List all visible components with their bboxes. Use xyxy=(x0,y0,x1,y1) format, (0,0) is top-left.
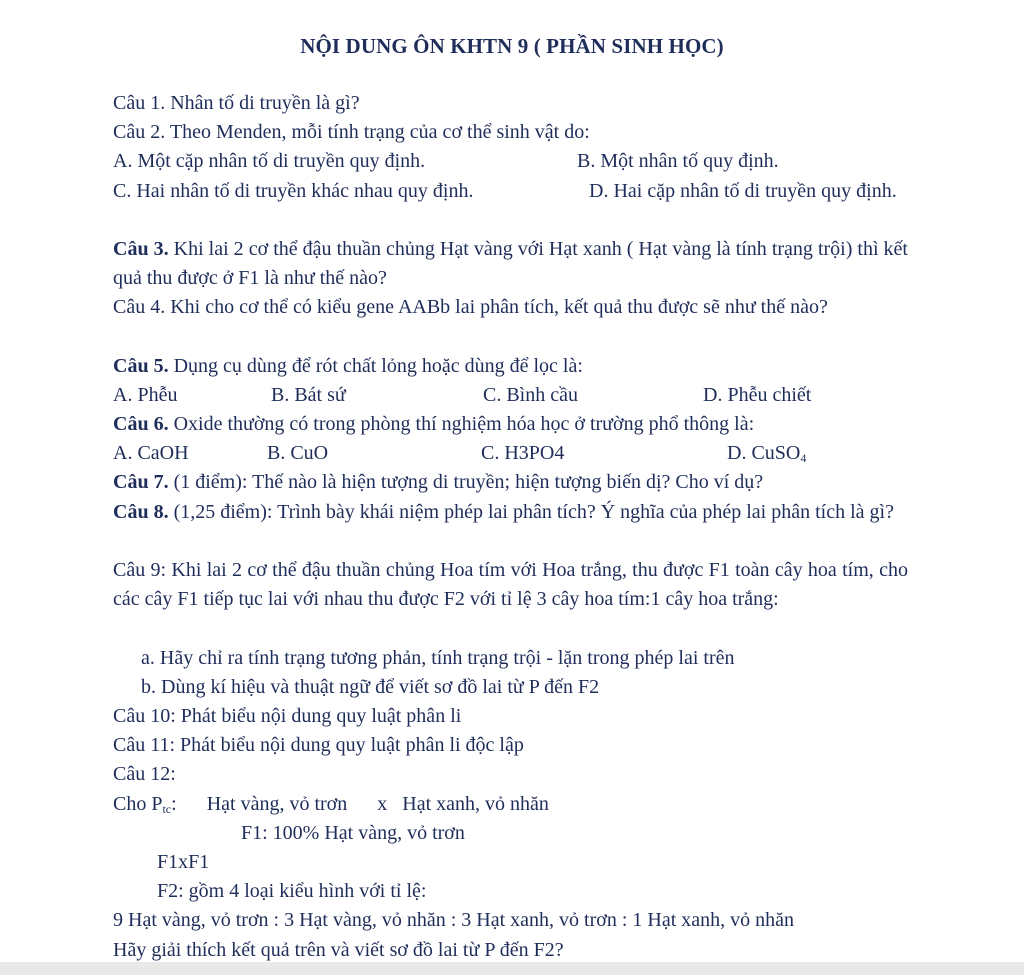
question-8-label: Câu 8. xyxy=(113,500,169,523)
page-title: NỘI DUNG ÔN KHTN 9 ( PHẦN SINH HỌC) xyxy=(300,34,724,58)
question-6-label: Câu 6. xyxy=(113,413,169,436)
question-12-label: Câu 12: xyxy=(113,763,176,786)
question-12-f1xf1: F1xF1 xyxy=(157,850,210,873)
question-7 xyxy=(113,468,908,497)
question-12-f2: F2: gồm 4 loại kiểu hình với tỉ lệ: xyxy=(157,880,427,903)
question-9-part-b: b. Dùng kí hiệu và thuật ngữ để viết sơ đồ lai từ P đến F2 xyxy=(141,675,600,698)
parents-cross: : Hạt vàng, vỏ trơn x Hạt xanh, vỏ nhăn xyxy=(171,792,549,815)
question-8 xyxy=(113,498,908,556)
question-12-f1: F1: 100% Hạt vàng, vỏ trơn xyxy=(241,821,465,844)
question-6-text: Oxide thường có trong phòng thí nghiệm hóa học ở trường phổ thông là: xyxy=(168,413,755,436)
parents-label: Cho P xyxy=(113,792,163,815)
option-d xyxy=(727,439,806,468)
question-2-options-row-2 xyxy=(113,177,908,235)
question-12-task: Hãy giải thích kết quả trên và viết sơ đồ lai từ P đến F2? xyxy=(113,938,564,961)
option-b: B. CuO xyxy=(267,442,329,465)
question-5-label: Câu 5. xyxy=(113,354,169,377)
option-a: A. Một cặp nhân tố di truyền quy định. xyxy=(113,150,426,173)
question-5-text: Dụng cụ dùng để rót chất lỏng hoặc dùng để lọc là: xyxy=(168,354,583,377)
question-5-options xyxy=(113,381,908,410)
parents-subscript: tc xyxy=(162,801,172,816)
option-c: C. Hai nhân tố di truyền khác nhau quy định. xyxy=(113,179,474,202)
question-12-parents xyxy=(113,790,908,819)
question-1: Câu 1. Nhân tố di truyền là gì? xyxy=(113,92,360,114)
option-a: A. Phễu xyxy=(113,383,178,406)
question-12-ratio: 9 Hạt vàng, vỏ trơn : 3 Hạt vàng, vỏ nhăn : 3 Hạt xanh, vỏ trơn : 1 Hạt xanh, vỏ nhăn xyxy=(113,909,795,932)
question-3-text: Khi lai 2 cơ thể đậu thuần chủng Hạt vàng với Hạt xanh ( Hạt vàng là tính trạng trội) thì kết quả thu được ở F1 là như thế nào? xyxy=(113,237,908,290)
question-8-text: (1,25 điểm): Trình bày khái niệm phép lai phân tích? Ý nghĩa của phép lai phân tích là gì? xyxy=(168,500,894,523)
question-2: Câu 2. Theo Menden, mỗi tính trạng của cơ thể sinh vật do: xyxy=(113,121,590,144)
option-a: A. CaOH xyxy=(113,442,189,465)
question-6 xyxy=(113,410,908,439)
question-5 xyxy=(113,352,908,381)
document-body xyxy=(113,89,908,965)
question-7-label: Câu 7. xyxy=(113,471,169,494)
question-9: Câu 9: Khi lai 2 cơ thể đậu thuần chủng Hoa tím với Hoa trắng, thu được F1 toàn cây hoa tím, cho các cây F1 tiếp tục lai với nhau thu được F2 với tỉ lệ 3 cây hoa tím:1 cây hoa trắng: xyxy=(113,559,908,611)
question-6-options xyxy=(113,439,908,468)
option-d-subscript: 4 xyxy=(800,451,807,466)
option-d: D. Phễu chiết xyxy=(703,383,812,406)
question-7-text: (1 điểm): Thế nào là hiện tượng di truyền; hiện tượng biến dị? Cho ví dụ? xyxy=(168,471,764,494)
option-b: B. Bát sứ xyxy=(271,383,346,406)
question-2-options-row-1 xyxy=(113,147,908,176)
question-11: Câu 11: Phát biểu nội dung quy luật phân li độc lập xyxy=(113,734,524,757)
option-c: C. Bình cầu xyxy=(483,383,578,406)
bottom-strip xyxy=(0,962,1024,975)
option-b: B. Một nhân tố quy định. xyxy=(577,150,779,173)
option-c: C. H3PO4 xyxy=(481,442,565,465)
question-4: Câu 4. Khi cho cơ thể có kiểu gene AABb lai phân tích, kết quả thu được sẽ như thế nào? xyxy=(113,296,828,319)
question-10: Câu 10: Phát biểu nội dung quy luật phân li xyxy=(113,705,462,728)
option-d: D. Hai cặp nhân tố di truyền quy định. xyxy=(589,179,897,202)
question-9-part-a: a. Hãy chỉ ra tính trạng tương phản, tính trạng trội - lặn trong phép lai trên xyxy=(141,646,735,669)
option-d-text: D. CuSO xyxy=(727,442,801,465)
question-3-label: Câu 3. xyxy=(113,237,169,260)
question-3 xyxy=(113,235,908,293)
